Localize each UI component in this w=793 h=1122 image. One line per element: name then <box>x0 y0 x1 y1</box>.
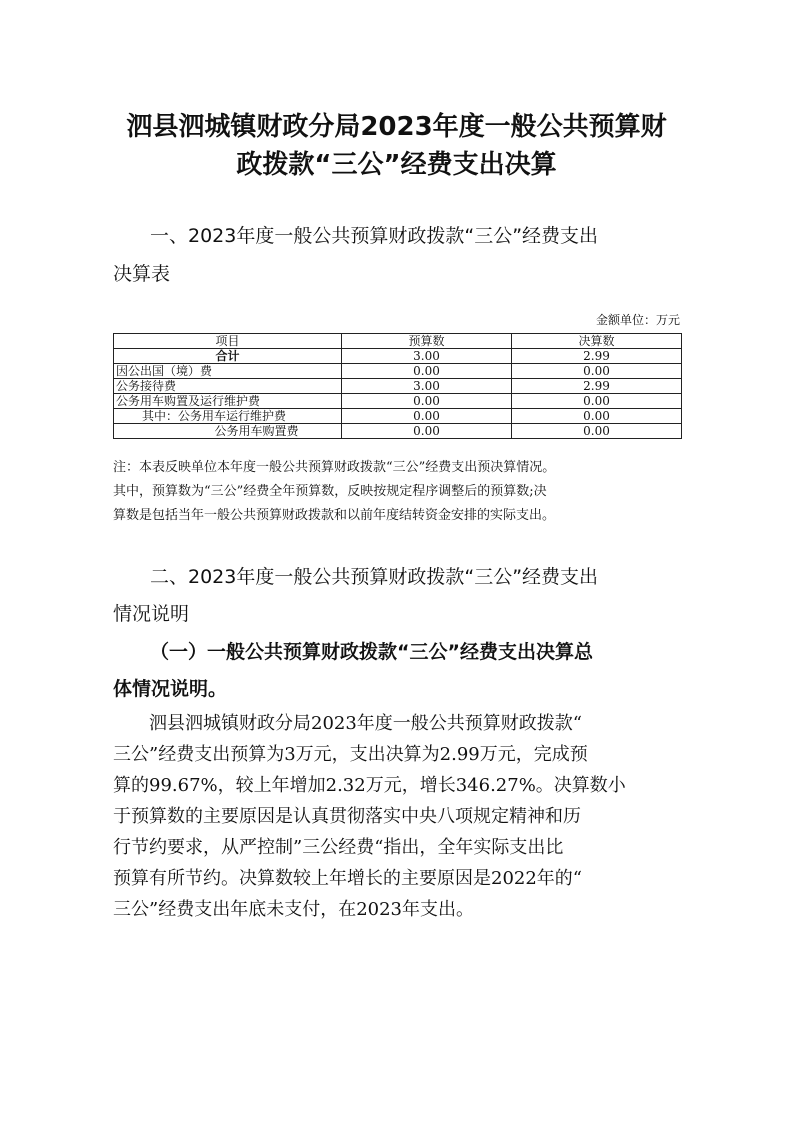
table-note <box>113 456 683 528</box>
row-budget: 0.00 <box>342 409 512 424</box>
table-row <box>114 349 682 364</box>
expense-table <box>113 333 682 439</box>
subsection-heading-line2: 体情况说明。 <box>113 678 228 700</box>
row-final: 0.00 <box>512 424 682 439</box>
explanation-paragraph <box>113 708 683 925</box>
paragraph-line: 三公”经费支出预算为3万元，支出决算为2.99万元，完成预 <box>113 744 588 765</box>
row-final: 0.00 <box>512 409 682 424</box>
note-line: 算数是包括当年一般公共预算财政拨款和以前年度结转资金安排的实际支出。 <box>113 508 556 523</box>
paragraph-line: 算的99.67%，较上年增加2.32万元，增长346.27%。决算数小 <box>113 775 626 796</box>
row-budget: 0.00 <box>342 424 512 439</box>
unit-label: 金额单位：万元 <box>595 313 680 327</box>
row-final: 2.99 <box>512 379 682 394</box>
row-item: 公务用车购置费 <box>114 424 342 439</box>
row-final: 0.00 <box>512 364 682 379</box>
paragraph-line: 三公”经费支出年底未支付，在2023年支出。 <box>113 899 475 920</box>
section1-heading-line2: 决算表 <box>113 263 171 285</box>
row-budget: 3.00 <box>342 379 512 394</box>
row-item: 其中：公务用车运行维护费 <box>114 409 342 424</box>
section1-heading-line1: 一、2023年度一般公共预算财政拨款“三公”经费支出 <box>150 225 599 247</box>
note-line: 注：本表反映单位本年度一般公共预算财政拨款“三公”经费支出预决算情况。 <box>113 460 556 475</box>
row-budget: 3.00 <box>342 349 512 364</box>
row-final: 0.00 <box>512 394 682 409</box>
header-final: 决算数 <box>512 334 682 349</box>
section2-heading-line2: 情况说明 <box>113 603 190 625</box>
header-budget: 预算数 <box>342 334 512 349</box>
table-row <box>114 409 682 424</box>
row-item: 公务接待费 <box>114 379 342 394</box>
paragraph-line: 行节约要求，从严控制”三公经费“指出，全年实际支出比 <box>113 837 564 858</box>
paragraph-line: 预算有所节约。决算数较上年增长的主要原因是2022年的“ <box>113 868 583 889</box>
table-row <box>114 424 682 439</box>
table-header-row <box>114 334 682 349</box>
table-row <box>114 379 682 394</box>
row-item: 公务用车购置及运行维护费 <box>114 394 342 409</box>
table-row <box>114 394 682 409</box>
header-item: 项目 <box>114 334 342 349</box>
row-budget: 0.00 <box>342 394 512 409</box>
row-final: 2.99 <box>512 349 682 364</box>
paragraph-line: 于预算数的主要原因是认真贯彻落实中央八项规定精神和历 <box>113 806 581 827</box>
row-budget: 0.00 <box>342 364 512 379</box>
paragraph-line: 泗县泗城镇财政分局2023年度一般公共预算财政拨款“ <box>149 713 583 734</box>
table-row <box>114 364 682 379</box>
document-title-line2: 政拨款“三公”经费支出决算 <box>236 150 557 180</box>
document-title-line1: 泗县泗城镇财政分局2023年度一般公共预算财 <box>126 112 667 142</box>
subsection-heading-line1: （一）一般公共预算财政拨款“三公”经费支出决算总 <box>150 641 593 663</box>
row-item: 合计 <box>114 349 342 364</box>
note-line: 其中，预算数为“三公”经费全年预算数，反映按规定程序调整后的预算数;决 <box>113 484 547 499</box>
section2-heading-line1: 二、2023年度一般公共预算财政拨款“三公”经费支出 <box>150 566 599 588</box>
row-item: 因公出国（境）费 <box>114 364 342 379</box>
